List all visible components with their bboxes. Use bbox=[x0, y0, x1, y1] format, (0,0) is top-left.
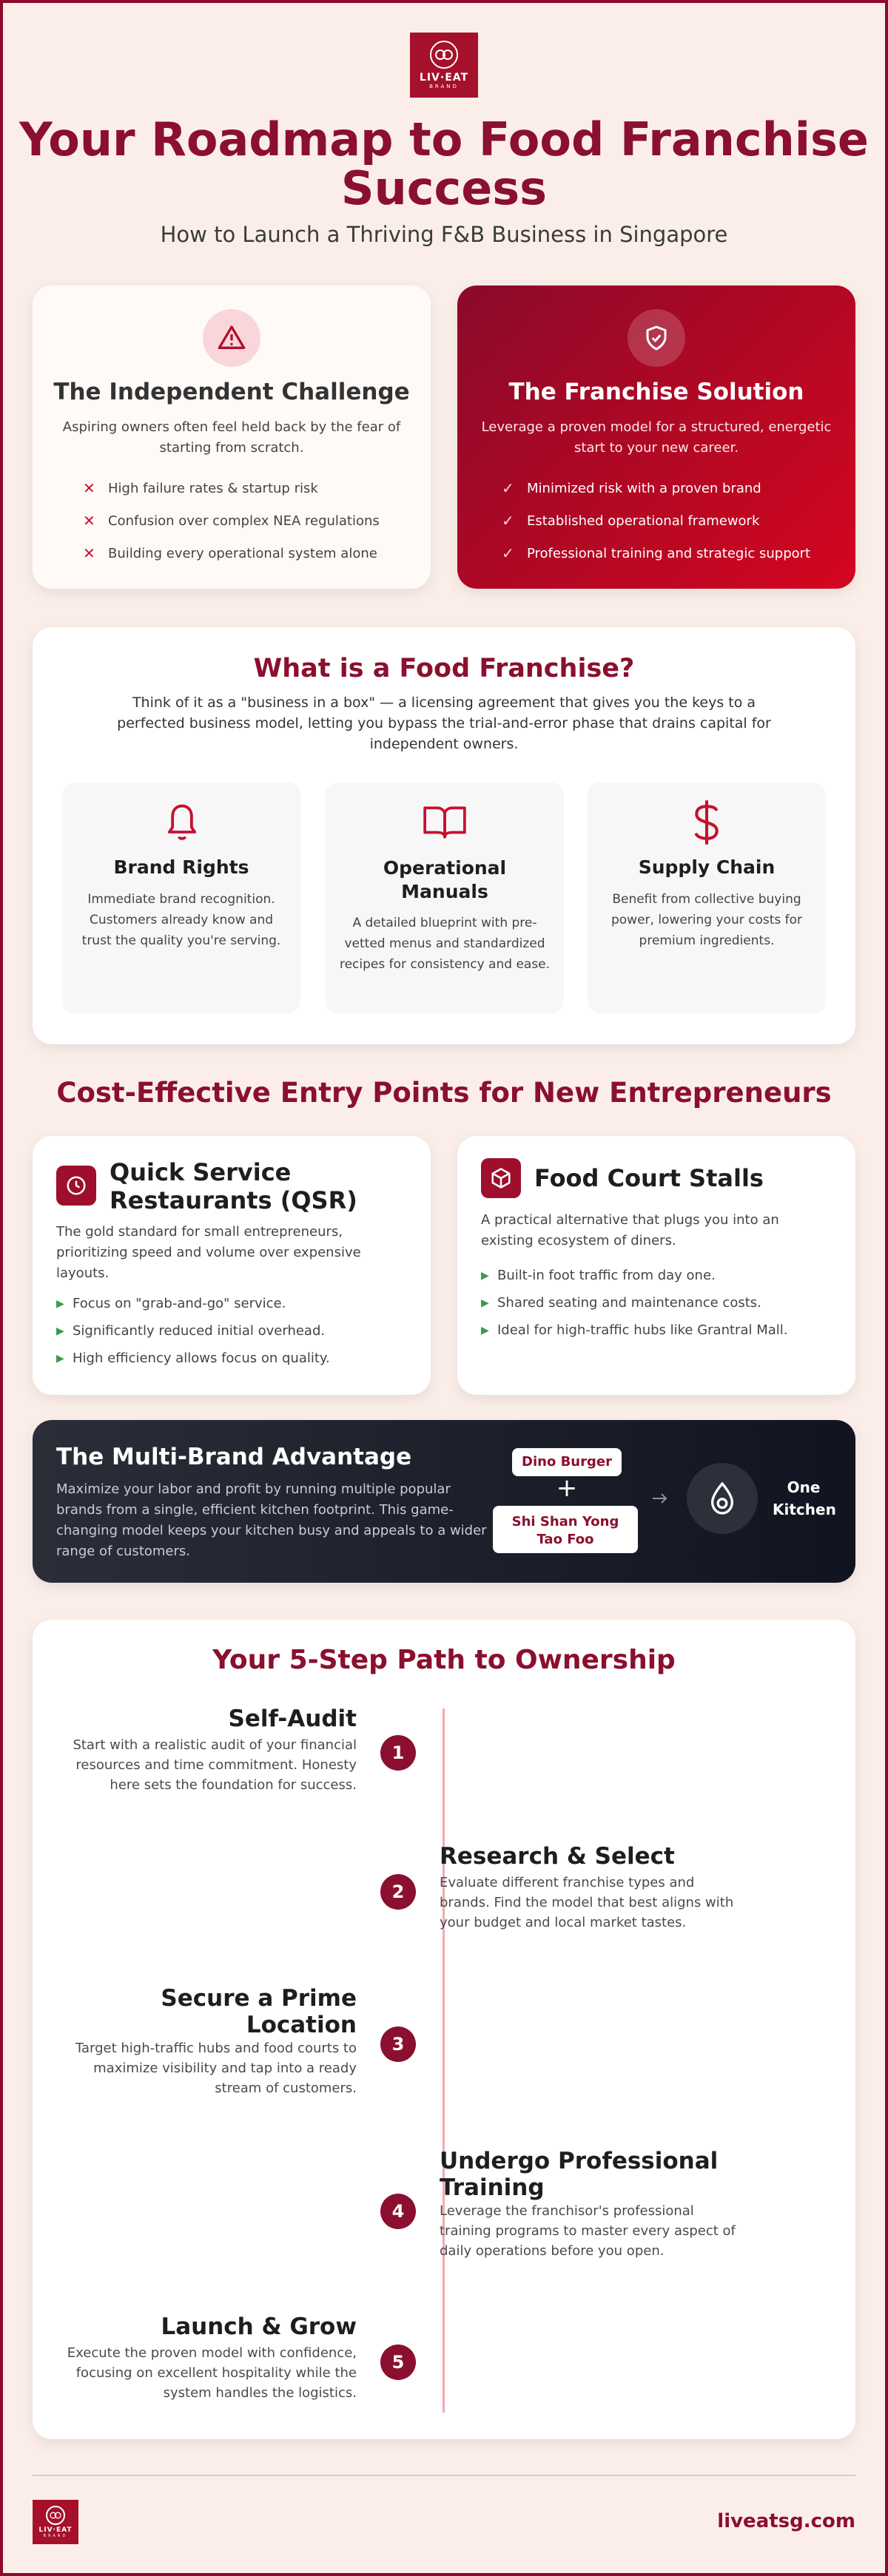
challenge-card bbox=[33, 285, 431, 589]
step-title-1: Self-Audit bbox=[228, 1705, 357, 1732]
solution-list bbox=[502, 472, 810, 569]
x-icon: ✕ bbox=[83, 512, 95, 530]
arrow-right-icon bbox=[650, 1490, 670, 1510]
plus-sign: + bbox=[556, 1473, 578, 1503]
brand-tag-shi-shan: Shi Shan Yong Tao Foo bbox=[493, 1506, 638, 1553]
x-icon: ✕ bbox=[83, 544, 95, 562]
qsr-title: Quick Service Restaurants (QSR) bbox=[110, 1158, 357, 1214]
x-icon: ✕ bbox=[83, 479, 95, 497]
logo-emblem-icon bbox=[46, 2506, 65, 2525]
challenge-title: The Independent Challenge bbox=[53, 379, 410, 405]
list-item: ▶ Built-in foot traffic from day one. bbox=[481, 1268, 716, 1283]
operational-manuals-card bbox=[326, 782, 564, 1013]
steps-title: Your 5-Step Path to Ownership bbox=[212, 1645, 676, 1675]
footer-divider bbox=[33, 2475, 855, 2476]
qsr-card bbox=[33, 1136, 431, 1395]
play-icon: ▶ bbox=[56, 1352, 64, 1365]
one-kitchen-label: One Kitchen bbox=[773, 1478, 836, 1518]
step-number-1: 1 bbox=[380, 1735, 416, 1771]
multi-brand-title: The Multi-Brand Advantage bbox=[56, 1444, 412, 1470]
brand-rights-text: Immediate brand recognition. Customers already know and trust the quality you're serving. bbox=[81, 892, 281, 948]
supply-chain-title: Supply Chain bbox=[638, 856, 776, 878]
food-court-list bbox=[481, 1262, 787, 1344]
logo-name: LIV·EAT bbox=[38, 2526, 73, 2534]
qsr-list bbox=[56, 1290, 330, 1372]
play-icon: ▶ bbox=[56, 1325, 64, 1337]
step-text-3: Target high-traffic hubs and food courts to maximize visibility and tap into a ready stream of customers. bbox=[75, 2041, 357, 2096]
list-item: ✓ Established operational framework bbox=[502, 512, 760, 530]
step-title-4: Undergo Professional Training bbox=[440, 2148, 719, 2201]
list-item: ✓ Professional training and strategic support bbox=[502, 544, 811, 562]
step-title-5: Launch & Grow bbox=[161, 2313, 357, 2340]
dollar-icon bbox=[690, 799, 724, 849]
qsr-text: The gold standard for small entrepreneurs, prioritizing speed and volume over expensive layouts. bbox=[56, 1224, 361, 1281]
solution-text: Leverage a proven model for a structured, energetic start to your new career. bbox=[481, 419, 832, 456]
brand-tag-dino-burger: Dino Burger bbox=[512, 1448, 622, 1476]
play-icon: ▶ bbox=[481, 1324, 489, 1336]
page-title: Your Roadmap to Food Franchise Success bbox=[19, 112, 869, 215]
check-icon: ✓ bbox=[502, 479, 514, 497]
step-number-4: 4 bbox=[380, 2194, 416, 2229]
step-text-2: Evaluate different franchise types and brands. Find the model that best aligns with your budget and local market tastes. bbox=[440, 1875, 734, 1930]
entry-section-title: Cost-Effective Entry Points for New Entrepreneurs bbox=[56, 1077, 832, 1109]
food-court-title: Food Court Stalls bbox=[534, 1164, 764, 1192]
footer-logo[interactable] bbox=[33, 2500, 78, 2544]
page-subtitle: How to Launch a Thriving F&B Business in Singapore bbox=[160, 222, 728, 247]
step-title-3: Secure a Prime Location bbox=[161, 1985, 357, 2038]
steps-card bbox=[33, 1620, 855, 2439]
manuals-text: A detailed blueprint with pre-vetted menus and standardized recipes for consistency and ease. bbox=[339, 916, 551, 972]
solution-card bbox=[457, 285, 855, 589]
list-item: ▶ High efficiency allows focus on quality. bbox=[56, 1350, 330, 1366]
solution-title: The Franchise Solution bbox=[508, 379, 804, 405]
shield-check-icon bbox=[628, 309, 685, 367]
play-icon: ▶ bbox=[481, 1269, 489, 1282]
challenge-text: Aspiring owners often feel held back by the fear of starting from scratch. bbox=[62, 419, 401, 456]
brand-rights-card bbox=[62, 782, 300, 1013]
brand-logo[interactable] bbox=[410, 33, 478, 98]
timeline-line bbox=[443, 1708, 445, 2413]
supply-chain-text: Benefit from collective buying power, lowering your costs for premium ingredients. bbox=[610, 892, 803, 948]
bell-icon bbox=[163, 799, 201, 846]
supply-chain-card bbox=[588, 782, 826, 1013]
list-item: ✕ Building every operational system alone bbox=[83, 544, 377, 562]
logo-sub: BRAND bbox=[429, 84, 459, 89]
list-item: ▶ Focus on "grab-and-go" service. bbox=[56, 1296, 286, 1311]
step-text-1: Start with a realistic audit of your financial resources and time commitment. Honesty here sets the foundation for success. bbox=[73, 1737, 357, 1793]
list-item: ▶ Ideal for high-traffic hubs like Grantral Mall. bbox=[481, 1322, 788, 1338]
list-item: ✕ High failure rates & startup risk bbox=[83, 479, 318, 497]
what-text: Think of it as a "business in a box" — a licensing agreement that gives you the keys to a perfected business model, letting you bypass the trial-and-error phase that drains capital for independent owners. bbox=[117, 694, 771, 752]
list-item: ✕ Confusion over complex NEA regulations bbox=[83, 512, 380, 530]
list-item: ✓ Minimized risk with a proven brand bbox=[502, 479, 761, 497]
book-icon bbox=[422, 803, 468, 843]
box-icon bbox=[481, 1158, 521, 1198]
logo-emblem-icon bbox=[430, 41, 458, 69]
clock-icon bbox=[56, 1166, 96, 1206]
step-number-3: 3 bbox=[380, 2026, 416, 2062]
multi-brand-text: Maximize your labor and profit by running multiple popular brands from a single, efficient kitchen footprint. This game-changing model keeps your kitchen busy and appeals to a wider range of customers. bbox=[56, 1481, 487, 1559]
drop-icon bbox=[687, 1463, 758, 1534]
what-title: What is a Food Franchise? bbox=[253, 654, 635, 683]
check-icon: ✓ bbox=[502, 544, 514, 562]
step-title-2: Research & Select bbox=[440, 1843, 675, 1870]
food-court-text: A practical alternative that plugs you into an existing ecosystem of diners. bbox=[481, 1212, 779, 1248]
manuals-title: Operational Manuals bbox=[383, 857, 507, 902]
play-icon: ▶ bbox=[56, 1297, 64, 1310]
step-text-5: Execute the proven model with confidence, focusing on excellent hospitality while the system handles the logistics. bbox=[67, 2345, 357, 2401]
site-link[interactable]: liveatsg.com bbox=[717, 2510, 855, 2532]
challenge-list bbox=[83, 472, 380, 569]
multi-brand-card bbox=[33, 1420, 855, 1583]
logo-name: LIV·EAT bbox=[419, 72, 469, 84]
logo-sub: BRAND bbox=[43, 2534, 68, 2538]
list-item: ▶ Shared seating and maintenance costs. bbox=[481, 1295, 761, 1311]
warning-icon bbox=[203, 309, 260, 367]
list-item: ▶ Significantly reduced initial overhead. bbox=[56, 1323, 326, 1339]
brand-rights-title: Brand Rights bbox=[113, 856, 249, 878]
check-icon: ✓ bbox=[502, 512, 514, 530]
step-number-5: 5 bbox=[380, 2345, 416, 2380]
what-is-franchise-card bbox=[33, 627, 855, 1044]
step-number-2: 2 bbox=[380, 1874, 416, 1910]
step-text-4: Leverage the franchisor's professional training programs to master every aspect of daily operations before you open. bbox=[440, 2203, 736, 2259]
food-court-card bbox=[457, 1136, 855, 1395]
play-icon: ▶ bbox=[481, 1297, 489, 1309]
